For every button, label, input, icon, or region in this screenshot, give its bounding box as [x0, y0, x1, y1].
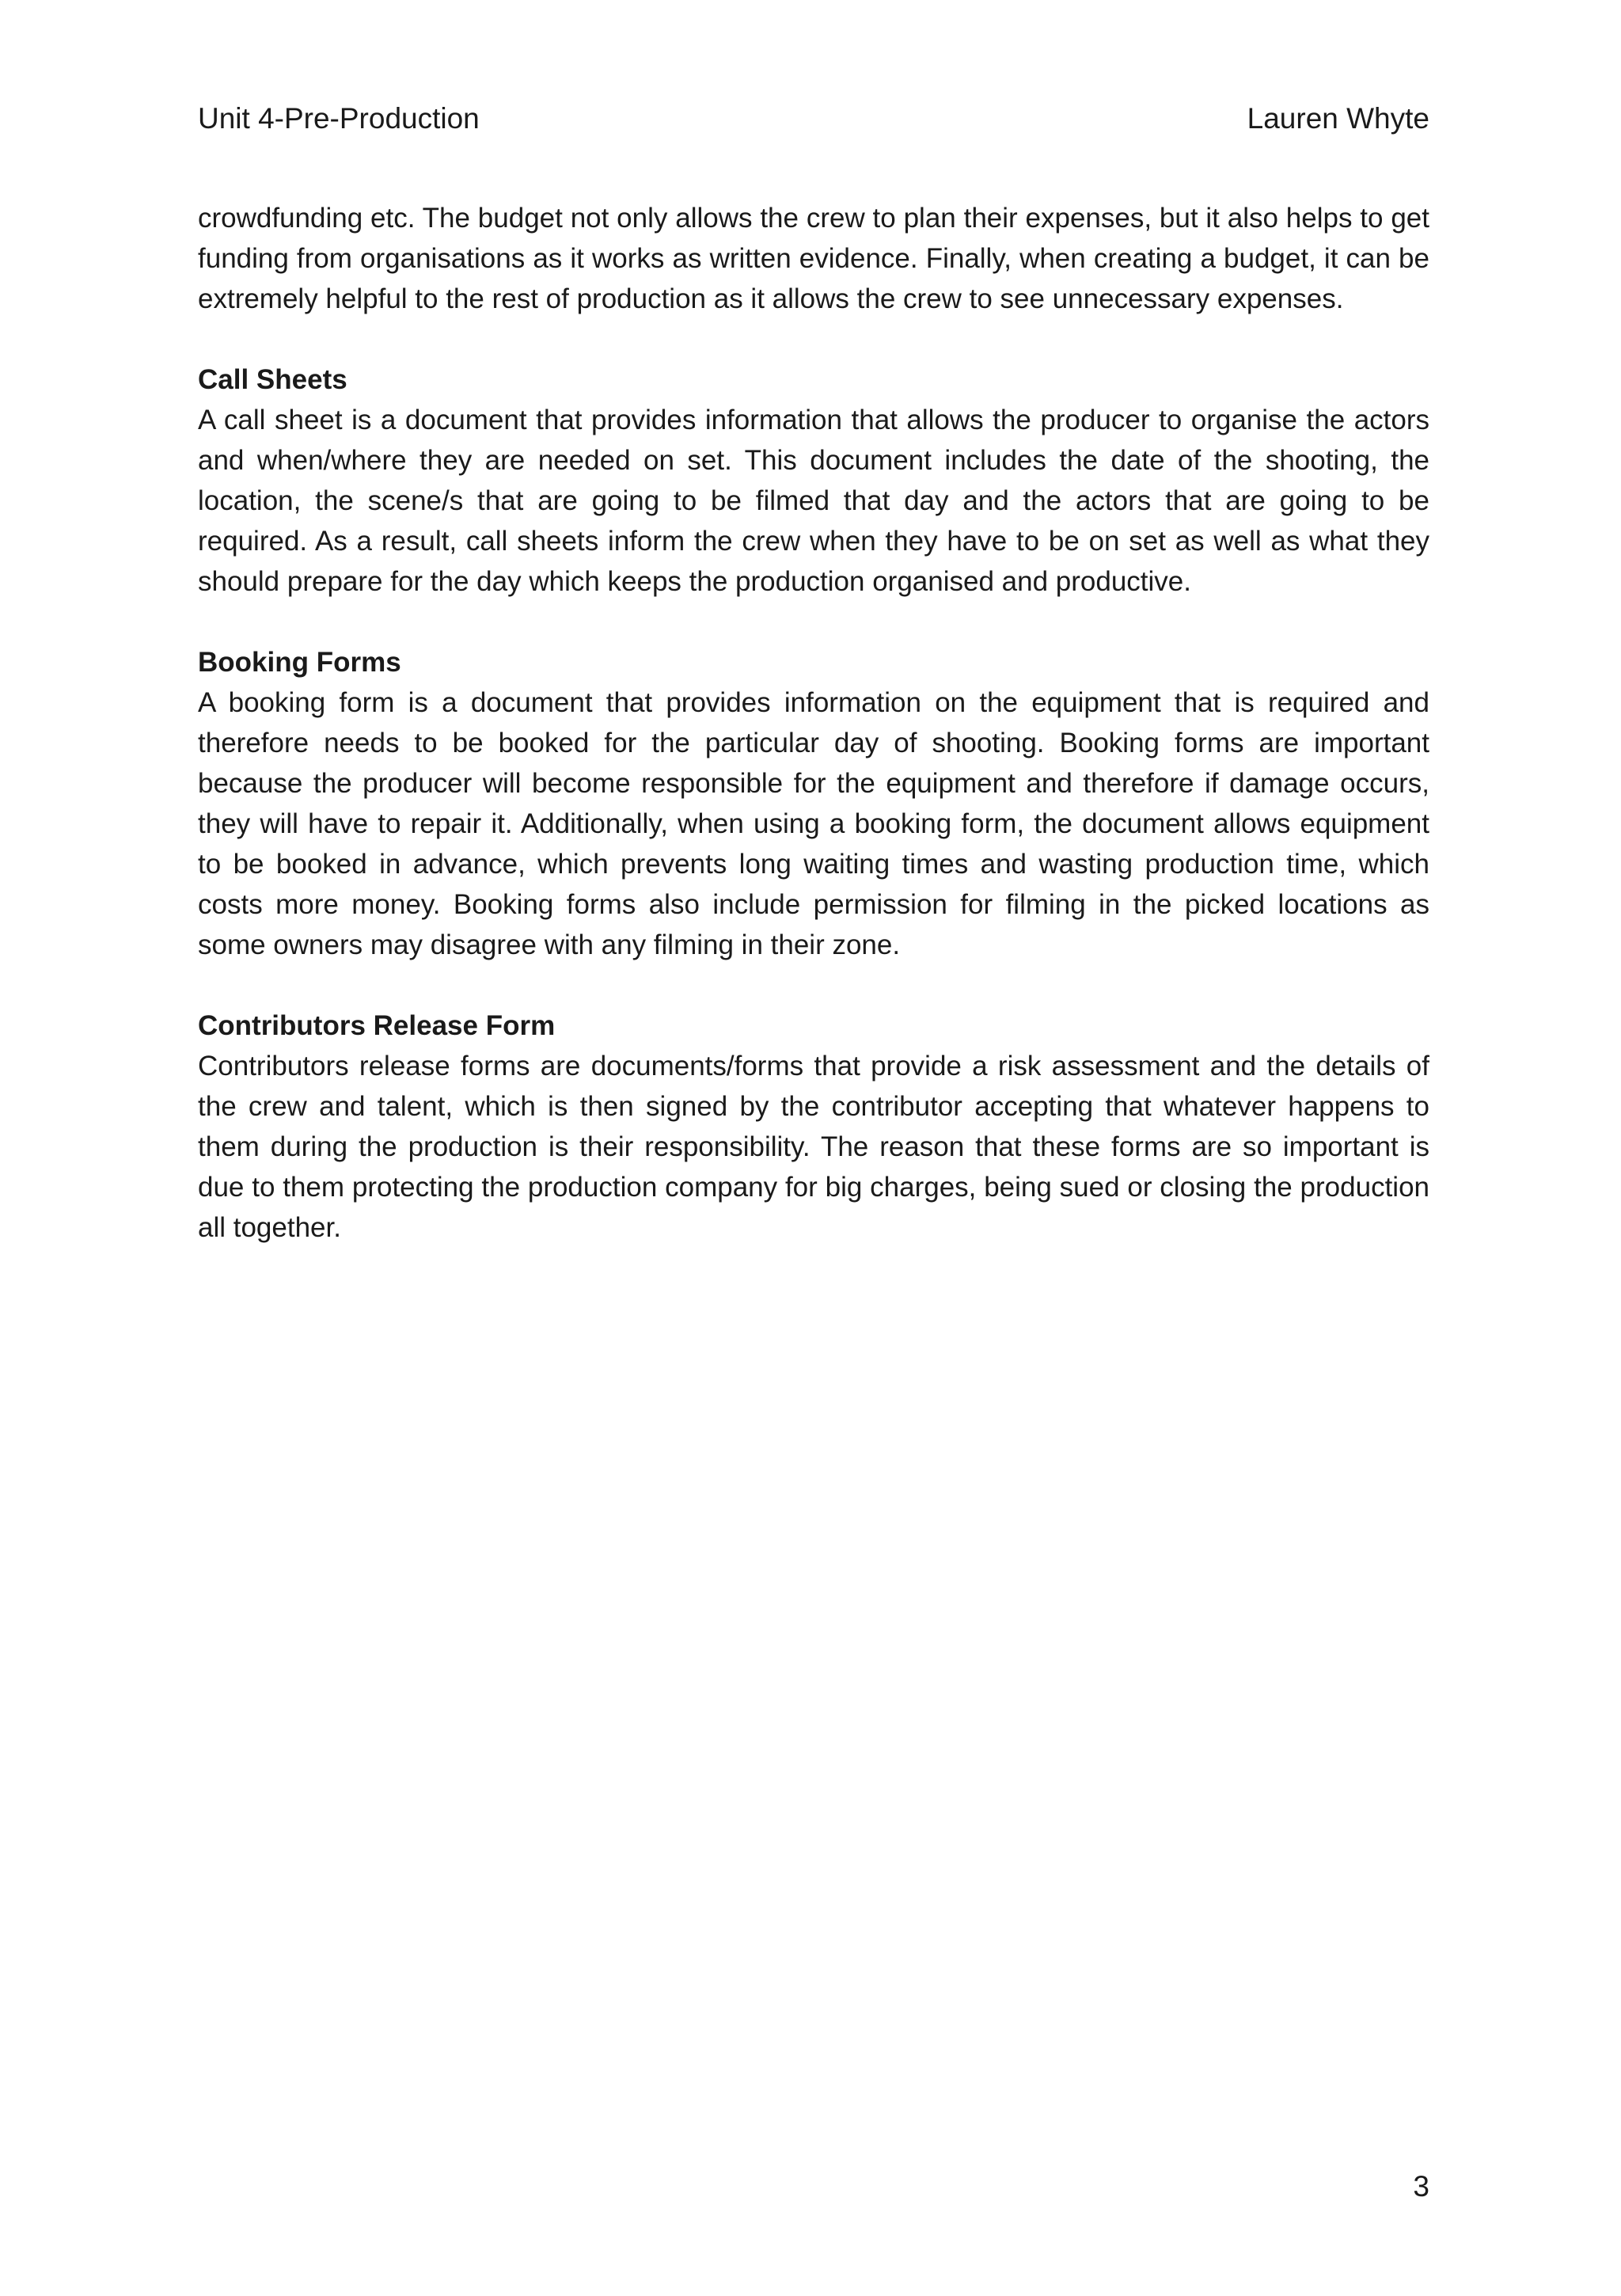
- page-number: 3: [1413, 2170, 1429, 2203]
- section-heading: Booking Forms: [198, 647, 401, 678]
- section-heading: Call Sheets: [198, 364, 347, 395]
- section-heading: Contributors Release Form: [198, 1010, 556, 1041]
- header-unit-title: Unit 4-Pre-Production: [198, 102, 480, 135]
- section-paragraph: A call sheet is a document that provides information that allows the producer to organise the actors and when/where they are needed on set. This document includes the date of the shooting, the location, the scene/s that are going to be filmed that day and the actors that are going to be required. As a result, call sheets inform the crew when they have to be on set as well as what they should prepare for the day which keeps the production organised and productive.: [198, 405, 1429, 597]
- section-contributors-release-form: [198, 1005, 1429, 1248]
- section-call-sheets: [198, 359, 1429, 602]
- section-paragraph: Contributors release forms are documents/forms that provide a risk assessment and the details of the crew and talent, which is then signed by the contributor accepting that whatever happens to them during the production is their responsibility. The reason that these forms are so important is due to them protecting the production company for big charges, being sued or closing the production all together.: [198, 1051, 1429, 1243]
- header-author-name: Lauren Whyte: [1247, 102, 1429, 135]
- document-body: [198, 198, 1429, 1248]
- intro-paragraph: crowdfunding etc. The budget not only allows the crew to plan their expenses, but it also helps to get funding from organisations as it works as written evidence. Finally, when creating a budget, it can be extremely helpful to the rest of production as it allows the crew to see unnecessary expenses.: [198, 203, 1429, 314]
- section-booking-forms: [198, 642, 1429, 965]
- section-paragraph: A booking form is a document that provides information on the equipment that is required and therefore needs to be booked for the particular day of shooting. Booking forms are important because the producer will become responsible for the equipment and therefore if damage occurs, they will have to repair it. Additionally, when using a booking form, the document allows equipment to be booked in advance, which prevents long waiting times and wasting production time, which costs more money. Booking forms also include permission for filming in the picked locations as some owners may disagree with any filming in their zone.: [198, 687, 1429, 960]
